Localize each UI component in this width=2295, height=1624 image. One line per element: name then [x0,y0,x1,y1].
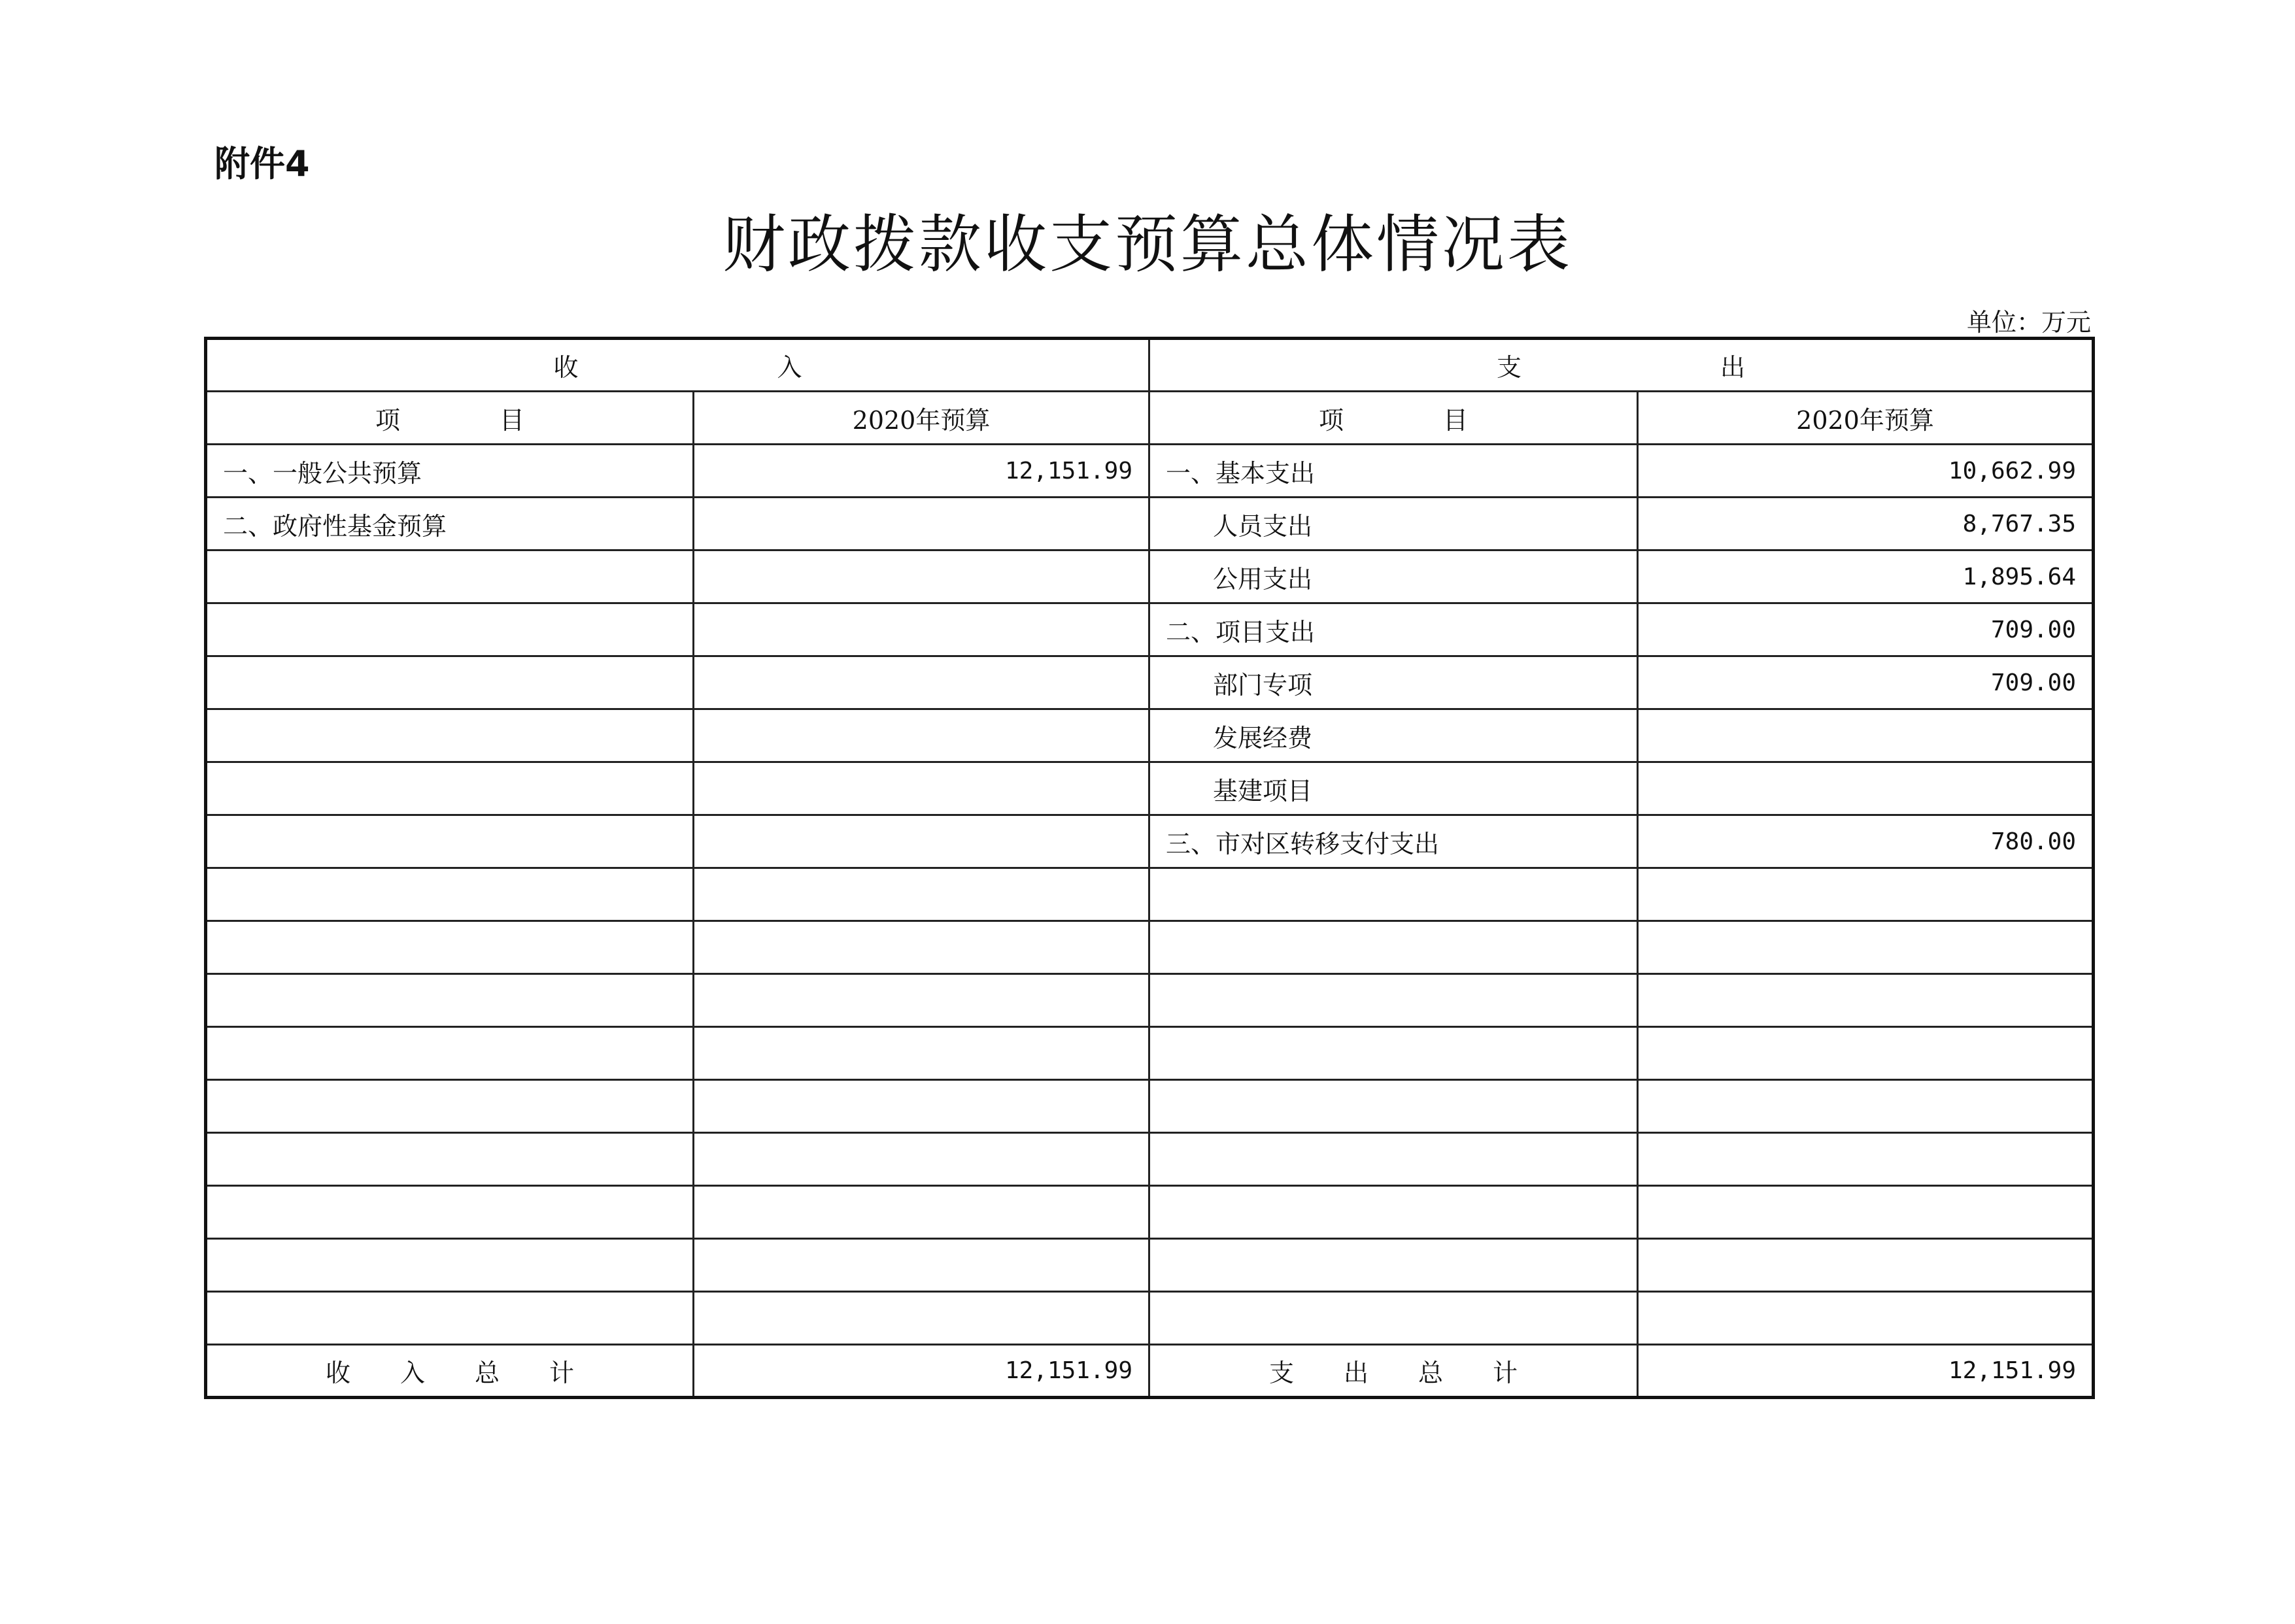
table-row [206,1133,2094,1186]
income-section-header: 收 入 [206,339,1149,392]
expense-budget-column-header: 2020年预算 [1638,392,2094,445]
expense-value-cell [1638,1133,2094,1186]
expense-value-cell [1638,709,2094,762]
income-item-cell [206,603,694,656]
income-item-cell [206,550,694,603]
expense-item-cell [1149,1186,1638,1239]
expense-item-cell [1149,1027,1638,1080]
income-item-cell [206,1186,694,1239]
table-row [206,1239,2094,1292]
income-item-cell [206,1027,694,1080]
table-row [206,603,2094,656]
expense-value-cell: 709.00 [1638,603,2094,656]
expense-item-cell: 公用支出 [1149,550,1638,603]
expense-item-cell [1149,921,1638,974]
income-item-cell [206,1292,694,1345]
income-value-cell [694,921,1149,974]
page-title: 财政拨款收支预算总体情况表 [722,208,1572,281]
income-value-cell [694,1186,1149,1239]
expense-value-cell [1638,1027,2094,1080]
expense-value-cell: 8,767.35 [1638,498,2094,550]
table-row [206,1027,2094,1080]
income-item-cell: 一、一般公共预算 [206,445,694,498]
income-item-cell [206,1080,694,1133]
income-item-cell [206,1239,694,1292]
expense-item-cell: 基建项目 [1149,762,1638,815]
unit-label: 单位：万元 [1966,308,2091,337]
income-value-cell [694,550,1149,603]
expense-item-cell [1149,1080,1638,1133]
table-row [206,762,2094,815]
expense-value-cell: 780.00 [1638,815,2094,868]
table-row [206,1080,2094,1133]
expense-item-cell [1149,974,1638,1027]
income-total-label: 收 入 总 计 [206,1345,694,1398]
budget-table [204,337,2095,1399]
expense-item-cell [1149,1133,1638,1186]
expense-item-cell [1149,868,1638,921]
expense-value-cell [1638,1292,2094,1345]
column-header-row [206,392,2094,445]
section-header-row [206,339,2094,392]
expense-item-cell: 发展经费 [1149,709,1638,762]
attachment-label: 附件4 [214,143,310,184]
table-row [206,921,2094,974]
expense-item-cell: 三、市对区转移支付支出 [1149,815,1638,868]
income-item-column-header: 项 目 [206,392,694,445]
expense-value-cell [1638,868,2094,921]
table-row [206,1186,2094,1239]
income-value-cell [694,762,1149,815]
expense-item-cell [1149,1239,1638,1292]
expense-value-cell: 1,895.64 [1638,550,2094,603]
table-row [206,709,2094,762]
table-row [206,815,2094,868]
expense-item-cell: 部门专项 [1149,656,1638,709]
income-value-cell [694,1080,1149,1133]
income-value-cell [694,709,1149,762]
income-item-cell [206,868,694,921]
income-value-cell [694,1292,1149,1345]
expense-value-cell [1638,974,2094,1027]
expense-section-header: 支 出 [1149,339,2094,392]
income-item-cell [206,974,694,1027]
expense-value-cell: 10,662.99 [1638,445,2094,498]
income-item-cell [206,709,694,762]
income-item-cell: 二、政府性基金预算 [206,498,694,550]
income-budget-column-header: 2020年预算 [694,392,1149,445]
table-row [206,445,2094,498]
table-row [206,974,2094,1027]
income-value-cell [694,656,1149,709]
expense-item-cell [1149,1292,1638,1345]
table-row [206,656,2094,709]
expense-value-cell: 709.00 [1638,656,2094,709]
income-value-cell [694,498,1149,550]
income-value-cell [694,974,1149,1027]
expense-item-cell: 二、项目支出 [1149,603,1638,656]
table-row [206,498,2094,550]
income-value-cell: 12,151.99 [694,445,1149,498]
expense-value-cell [1638,762,2094,815]
expense-value-cell [1638,1239,2094,1292]
income-item-cell [206,815,694,868]
expense-value-cell [1638,921,2094,974]
total-row [206,1345,2094,1398]
income-item-cell [206,656,694,709]
expense-item-cell: 一、基本支出 [1149,445,1638,498]
income-value-cell [694,603,1149,656]
table-row [206,868,2094,921]
income-value-cell [694,815,1149,868]
expense-item-cell: 人员支出 [1149,498,1638,550]
income-value-cell [694,868,1149,921]
income-total-value: 12,151.99 [694,1345,1149,1398]
income-value-cell [694,1027,1149,1080]
expense-total-label: 支 出 总 计 [1149,1345,1638,1398]
income-item-cell [206,1133,694,1186]
table-row [206,550,2094,603]
table-row [206,1292,2094,1345]
income-item-cell [206,762,694,815]
expense-item-column-header: 项 目 [1149,392,1638,445]
income-item-cell [206,921,694,974]
income-value-cell [694,1133,1149,1186]
expense-total-value: 12,151.99 [1638,1345,2094,1398]
income-value-cell [694,1239,1149,1292]
expense-value-cell [1638,1186,2094,1239]
expense-value-cell [1638,1080,2094,1133]
